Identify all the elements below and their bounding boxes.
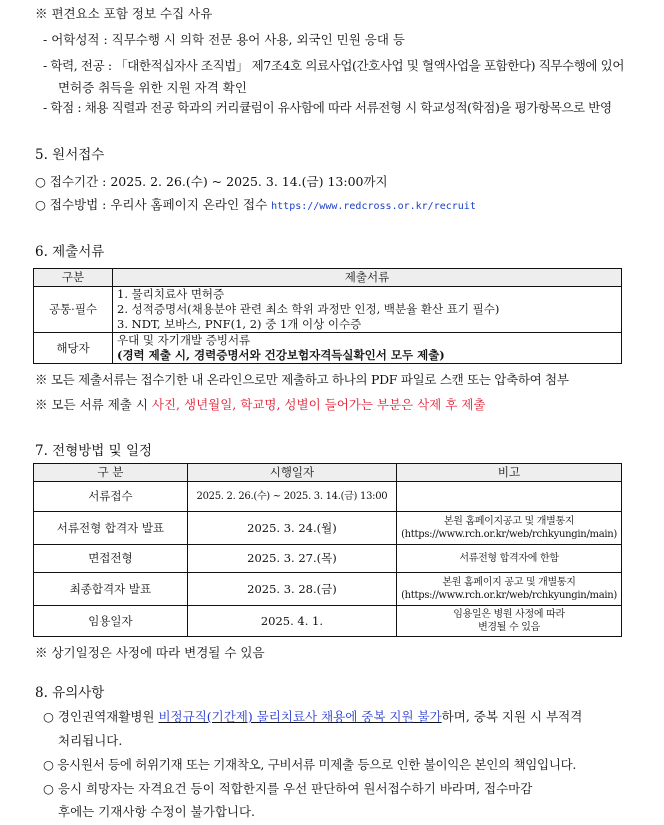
note-cell bbox=[397, 606, 622, 637]
notice-item-cont: 처리됩니다. bbox=[58, 733, 123, 748]
table-row bbox=[34, 333, 622, 364]
note-cell bbox=[397, 512, 622, 545]
apply-method-label: ○ 접수방법 : 우리사 홈페이지 온라인 접수 bbox=[35, 197, 272, 212]
schedule-table bbox=[33, 463, 622, 637]
apply-period: ○ 접수기간 : 2025. 2. 26.(수) ~ 2025. 3. 14.(금) 13:00까지 bbox=[35, 174, 388, 189]
column-header: 제출서류 bbox=[113, 269, 622, 287]
note-line: 본원 홈페이지 공고 및 개별통지 bbox=[442, 577, 576, 588]
section7-title: 7. 전형방법 및 일정 bbox=[35, 443, 153, 459]
date-cell: 2025. 3. 24.(월) bbox=[187, 512, 396, 545]
note-line: 본원 홈페이지공고 및 개별통지 bbox=[443, 516, 575, 527]
bias-item: - 학력, 전공 : 「대한적십자사 조직법」 제7조4호 의료사업(간호사업 및 혈액사업을 포함한다) 직무수행에 있어 bbox=[43, 58, 625, 73]
notice-suffix: 하며, 중복 지원 시 부적격 bbox=[441, 709, 583, 724]
docs-note: ※ 모든 제출서류는 접수기한 내 온라인으로만 제출하고 하나의 PDF 파일로 스캔 또는 압축하여 첨부 bbox=[35, 372, 569, 387]
stage-cell: 임용일자 bbox=[34, 606, 188, 637]
date-cell: 2025. 3. 28.(금) bbox=[187, 573, 396, 606]
recruit-link[interactable]: https://www.redcross.or.kr/recruit bbox=[271, 201, 476, 212]
date-cell: 2025. 2. 26.(수) ~ 2025. 3. 14.(금) 13:00 bbox=[187, 482, 396, 512]
docs-note-privacy bbox=[35, 396, 664, 414]
bias-item-cont: 면허증 취득을 위한 지원 자격 확인 bbox=[58, 80, 247, 95]
table-row bbox=[34, 573, 622, 606]
notice-item: ○ 응시원서 등에 허위기재 또는 기재착오, 구비서류 미제출 등으로 인한 불이익은 본인의 책임입니다. bbox=[43, 757, 577, 772]
table-row bbox=[34, 545, 622, 573]
bias-item: - 어학성적 : 직무수행 시 의학 전문 용어 사용, 외국인 민원 응대 등 bbox=[43, 32, 405, 47]
stage-cell: 최종합격자 발표 bbox=[34, 573, 188, 606]
note-cell bbox=[397, 482, 622, 512]
category-cell: 해당자 bbox=[34, 333, 113, 364]
notice-prefix: ○ 경인권역재활병원 bbox=[43, 709, 159, 724]
doc-line: 2. 성적증명서(채용분야 관련 최소 학위 과정만 인정, 백분율 환산 표기 필수) bbox=[117, 302, 500, 316]
note-warning: 사진, 생년월일, 학교명, 성별이 들어가는 부분은 삭제 후 제출 bbox=[151, 397, 486, 412]
section8-title: 8. 유의사항 bbox=[35, 685, 105, 701]
table-header-row bbox=[34, 269, 622, 287]
bias-item: - 학점 : 채용 직렬과 전공 학과의 커리큘럼이 유사함에 따라 서류전형 시 학교성적(학점)을 평가항목으로 반영 bbox=[43, 100, 612, 115]
apply-method bbox=[35, 196, 664, 216]
date-cell: 2025. 3. 27.(목) bbox=[187, 545, 396, 573]
stage-cell: 서류전형 합격자 발표 bbox=[34, 512, 188, 545]
bias-info-title: ※ 편견요소 포함 정보 수집 사유 bbox=[35, 6, 213, 21]
notice-item bbox=[43, 708, 664, 726]
section5-title: 5. 원서접수 bbox=[35, 147, 105, 163]
notice-item-cont: 후에는 기재사항 수정이 불가합니다. bbox=[58, 804, 256, 819]
note-line: 변경될 수 있음 bbox=[478, 622, 540, 633]
category-cell: 공통·필수 bbox=[34, 287, 113, 333]
documents-table bbox=[33, 268, 622, 364]
note-cell bbox=[397, 573, 622, 606]
duplicate-application-notice: 비정규직(기간제) 물리치료사 채용에 중복 지원 불가 bbox=[158, 709, 442, 724]
doc-line: 1. 물리치료사 면허증 bbox=[117, 287, 225, 301]
column-header: 비고 bbox=[397, 464, 622, 482]
table-header-row bbox=[34, 464, 622, 482]
stage-cell: 서류접수 bbox=[34, 482, 188, 512]
column-header: 시행일자 bbox=[187, 464, 396, 482]
docs-cell bbox=[113, 333, 622, 364]
docs-cell bbox=[113, 287, 622, 333]
column-header: 구 분 bbox=[34, 464, 188, 482]
table-row bbox=[34, 287, 622, 333]
stage-cell: 면접전형 bbox=[34, 545, 188, 573]
note-line: (https://www.rch.or.kr/web/rchkyungin/main) bbox=[401, 529, 617, 540]
note-cell: 서류전형 합격자에 한함 bbox=[397, 545, 622, 573]
column-header: 구분 bbox=[34, 269, 113, 287]
schedule-footnote: ※ 상기일정은 사정에 따라 변경될 수 있음 bbox=[35, 645, 265, 660]
section6-title: 6. 제출서류 bbox=[35, 244, 105, 260]
note-line: 임용일은 병원 사정에 따라 bbox=[453, 609, 565, 620]
note-prefix: ※ 모든 서류 제출 시 bbox=[35, 397, 152, 412]
table-row bbox=[34, 482, 622, 512]
notice-item: ○ 응시 희망자는 자격요건 등이 적합한지를 우선 판단하여 원서접수하기 바라며, 접수마감 bbox=[43, 781, 533, 796]
doc-line: 우대 및 자기개발 증빙서류 bbox=[117, 333, 251, 347]
table-row bbox=[34, 606, 622, 637]
date-cell: 2025. 4. 1. bbox=[187, 606, 396, 637]
doc-line: 3. NDT, 보바스, PNF(1, 2) 중 1개 이상 이수증 bbox=[117, 317, 362, 331]
doc-line: (경력 제출 시, 경력증명서와 건강보험자격득실확인서 모두 제출) bbox=[117, 348, 445, 362]
note-line: (https://www.rch.or.kr/web/rchkyungin/main) bbox=[401, 590, 617, 601]
table-row bbox=[34, 512, 622, 545]
